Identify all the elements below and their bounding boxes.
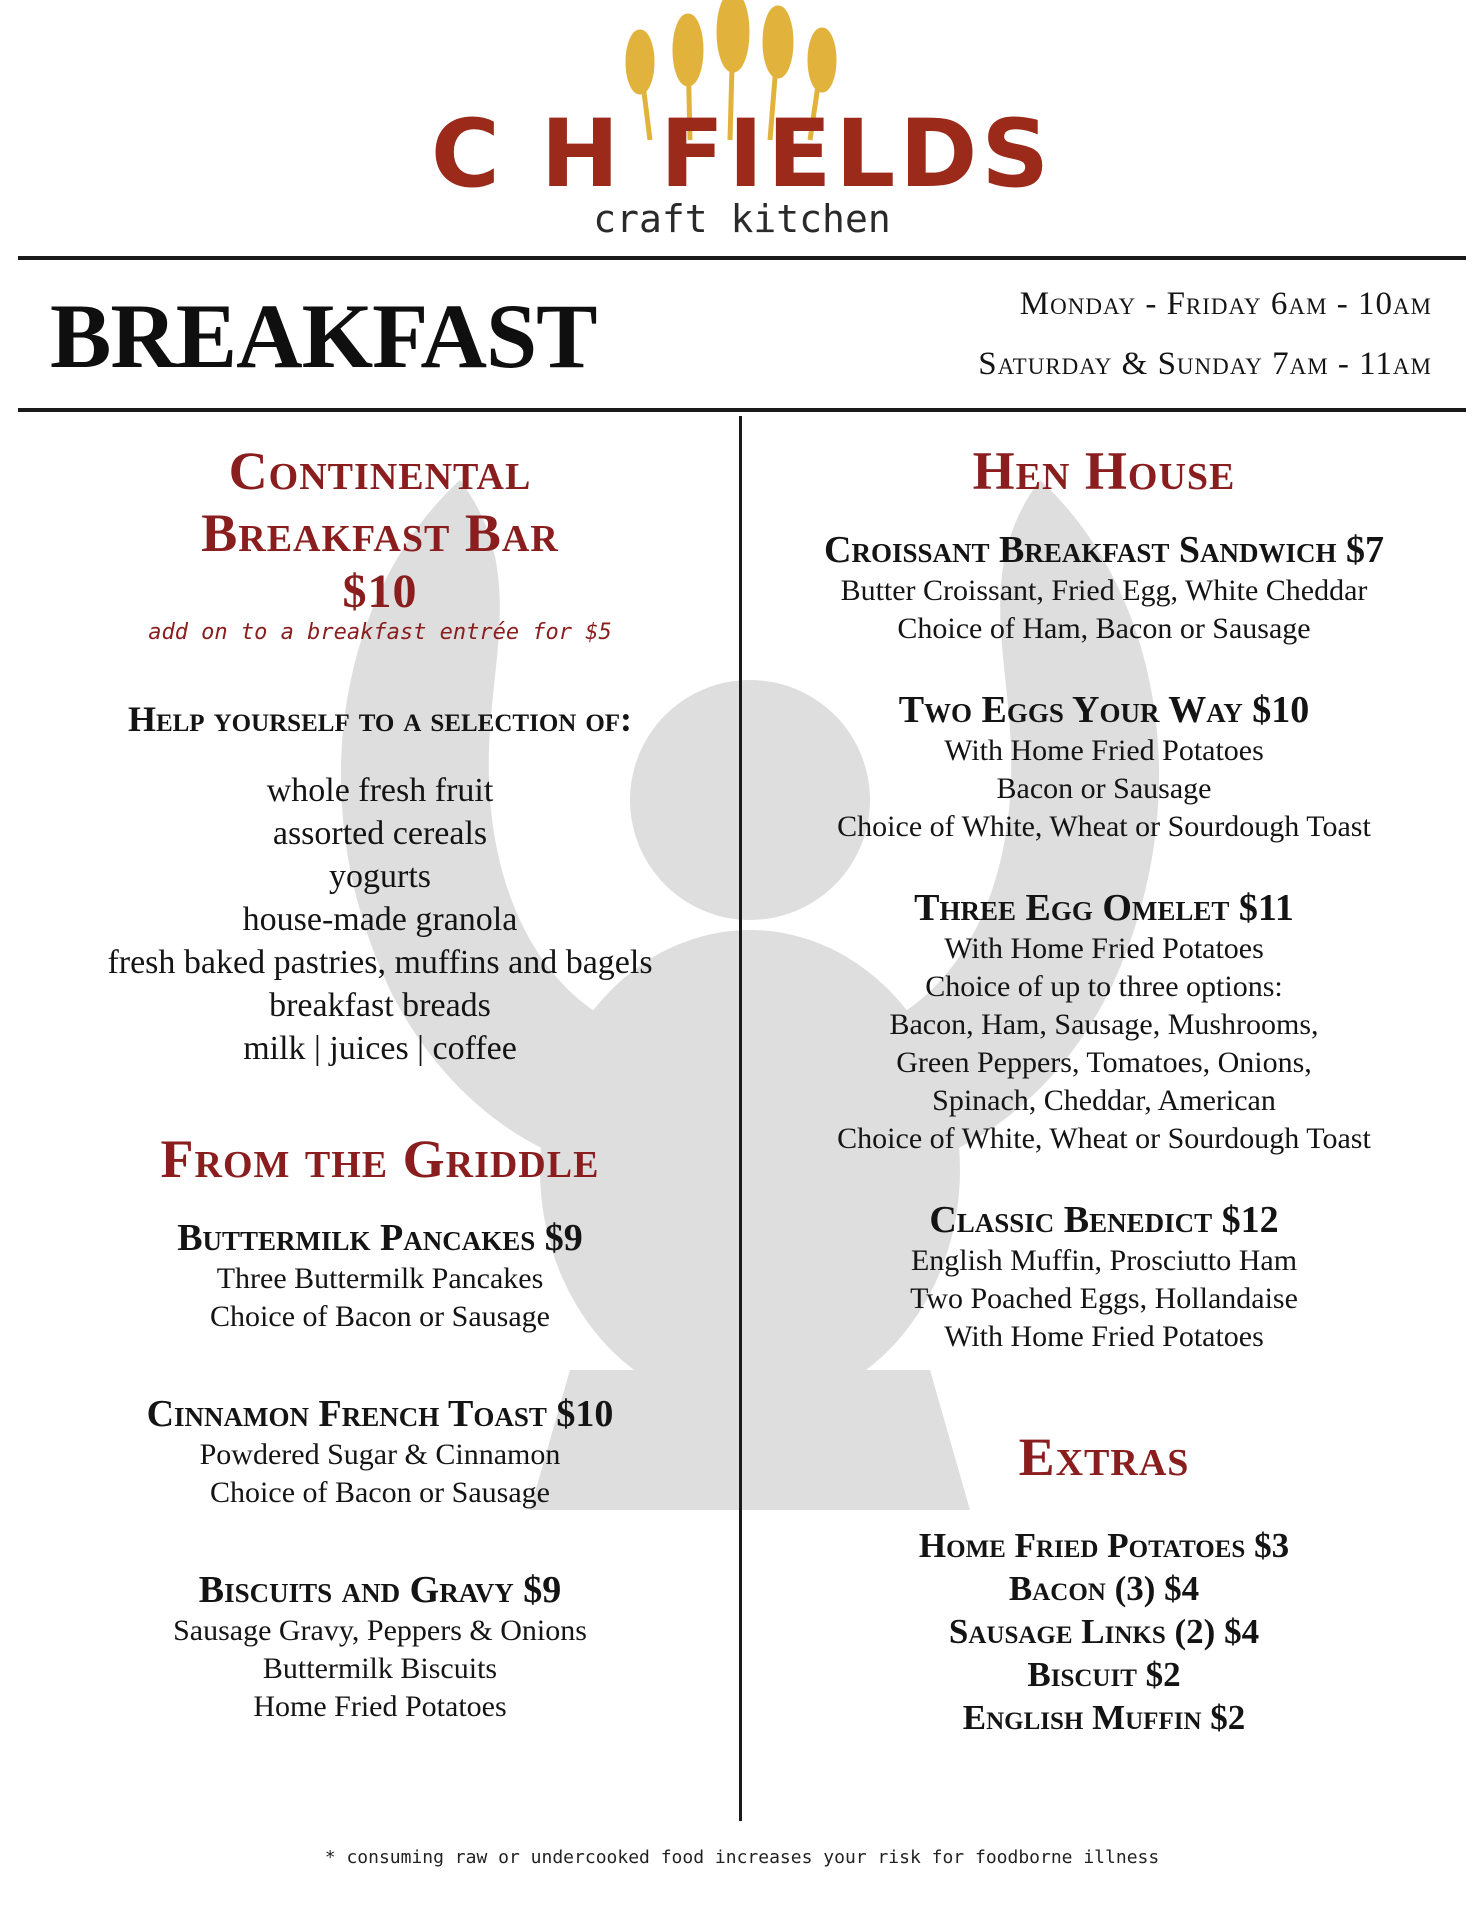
menu-item-croissant [748, 528, 1460, 648]
item-desc: Choice of Bacon or Sausage [210, 1476, 550, 1509]
item-desc: Buttermilk Biscuits [262, 1652, 498, 1685]
hen-house-title: Hen House [972, 441, 1236, 501]
continental-price: $10 [342, 565, 418, 618]
menu-item-two-eggs [748, 688, 1460, 846]
item-desc: With Home Fried Potatoes [944, 932, 1264, 965]
item-desc: English Muffin, Prosciutto Ham [910, 1244, 1298, 1277]
right-column [748, 440, 1460, 1739]
item-desc: Two Poached Eggs, Hollandaise [910, 1282, 1298, 1315]
item-name: Three Egg Omelet $11 [914, 887, 1294, 929]
brand-logo [0, 0, 1484, 250]
item-desc: Choice of White, Wheat or Sourdough Toast [837, 810, 1371, 843]
list-item: milk | juices | coffee [243, 1030, 517, 1067]
menu-item-biscuits-gravy [20, 1568, 740, 1726]
item-desc: With Home Fried Potatoes [944, 1320, 1264, 1353]
item-name: Biscuits and Gravy $9 [198, 1569, 562, 1611]
header-divider [18, 408, 1466, 412]
griddle-title: From the Griddle [160, 1129, 600, 1189]
item-name: Croissant Breakfast Sandwich $7 [824, 529, 1384, 571]
item-desc: Choice of Bacon or Sausage [210, 1300, 550, 1333]
hours-weekend: Saturday & Sunday 7am - 11am [978, 346, 1432, 382]
item-name: Cinnamon French Toast $10 [146, 1393, 614, 1435]
item-desc: Powdered Sugar & Cinnamon [199, 1438, 561, 1471]
item-desc: Three Buttermilk Pancakes [216, 1262, 544, 1295]
left-column [20, 440, 740, 1726]
item-desc: Green Peppers, Tomatoes, Onions, [896, 1046, 1312, 1079]
item-desc: Sausage Gravy, Peppers & Onions [173, 1614, 587, 1647]
item-desc: Bacon, Ham, Sausage, Mushrooms, [889, 1008, 1319, 1041]
extra-item: Home Fried Potatoes $3 [918, 1526, 1290, 1565]
item-desc: Bacon or Sausage [996, 772, 1212, 805]
list-item: fresh baked pastries, muffins and bagels [107, 944, 653, 981]
extra-item: Bacon (3) $4 [1008, 1569, 1200, 1608]
page-title: BREAKFAST [50, 285, 597, 387]
menu-item-french-toast [20, 1392, 740, 1512]
item-desc: With Home Fried Potatoes [944, 734, 1264, 767]
item-desc: Choice of Ham, Bacon or Sausage [897, 612, 1311, 645]
item-desc: Spinach, Cheddar, American [932, 1084, 1276, 1117]
list-item: breakfast breads [269, 987, 491, 1024]
extra-item: Sausage Links (2) $4 [948, 1612, 1260, 1651]
item-desc: Choice of White, Wheat or Sourdough Toast [837, 1122, 1371, 1155]
list-item: yogurts [329, 858, 431, 895]
continental-title-line2: Breakfast Bar [201, 503, 559, 563]
item-name: Two Eggs Your Way $10 [898, 689, 1310, 731]
item-name: Buttermilk Pancakes $9 [177, 1217, 583, 1259]
item-name: Classic Benedict $12 [929, 1199, 1279, 1241]
extra-item: English Muffin $2 [962, 1698, 1246, 1737]
brand-name: C H FIELDS [430, 100, 1054, 209]
top-divider [18, 256, 1466, 260]
list-item: house-made granola [242, 901, 518, 938]
continental-list [20, 769, 740, 1070]
continental-title-line1: Continental [228, 441, 532, 501]
extras-title: Extras [1018, 1427, 1190, 1487]
extra-item: Biscuit $2 [1027, 1655, 1181, 1694]
menu-item-omelet [748, 886, 1460, 1158]
list-item: assorted cereals [272, 815, 488, 852]
brand-tagline: craft kitchen [593, 197, 891, 241]
menu-item-pancakes [20, 1216, 740, 1336]
help-heading: Help yourself to a selection of: [127, 699, 633, 739]
item-desc: Home Fried Potatoes [253, 1690, 507, 1723]
footnote: * consuming raw or undercooked food increases your risk for foodborne illness [324, 1847, 1160, 1868]
menu-item-benedict [748, 1198, 1460, 1356]
item-desc: Choice of up to three options: [925, 970, 1283, 1003]
extras-list [748, 1524, 1460, 1739]
list-item: whole fresh fruit [266, 772, 494, 809]
item-desc: Butter Croissant, Fried Egg, White Cheddar [840, 574, 1368, 607]
continental-note: add on to a breakfast entrée for $5 [148, 620, 612, 645]
hours-weekday: Monday - Friday 6am - 10am [1019, 286, 1432, 322]
